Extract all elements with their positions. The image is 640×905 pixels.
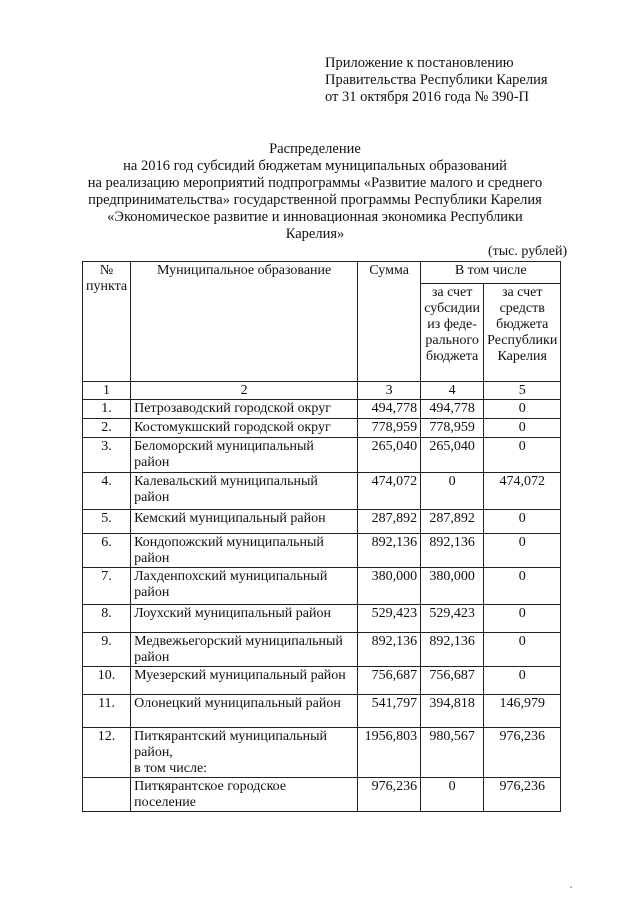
municipality-line: в том числе: xyxy=(134,761,208,776)
table-row xyxy=(83,778,561,812)
municipality-line: Олонецкий муниципальный район xyxy=(134,696,341,711)
header-regional xyxy=(484,284,561,382)
municipality-line: район xyxy=(134,455,170,470)
row-sum: 541,797 xyxy=(358,695,421,728)
document-title xyxy=(60,141,570,243)
header-federal xyxy=(421,284,484,382)
row-number: 12. xyxy=(83,728,131,778)
header-federal-line-1: за счет xyxy=(431,285,473,300)
row-number: 9. xyxy=(83,633,131,667)
table-row xyxy=(83,438,561,473)
row-municipality xyxy=(131,695,358,728)
municipality-line: Беломорский муниципальный xyxy=(134,439,314,454)
row-regional: 146,979 xyxy=(484,695,561,728)
index-cell: 3 xyxy=(358,382,421,400)
row-federal: 529,423 xyxy=(421,605,484,633)
row-number: 3. xyxy=(83,438,131,473)
row-number: 6. xyxy=(83,534,131,568)
index-cell: 4 xyxy=(421,382,484,400)
appendix-line-3: от 31 октября 2016 года № 390-П xyxy=(325,89,529,105)
row-municipality xyxy=(131,568,358,605)
row-number: 2. xyxy=(83,419,131,438)
scan-speck xyxy=(570,886,572,888)
header-regional-line-3: бюджета xyxy=(496,317,549,332)
row-federal: 892,136 xyxy=(421,633,484,667)
row-sum: 1956,803 xyxy=(358,728,421,778)
header-regional-line-1: за счет xyxy=(501,285,543,300)
row-number: 11. xyxy=(83,695,131,728)
title-line-6: Карелия» xyxy=(285,226,345,242)
table-row xyxy=(83,534,561,568)
municipality-line: Питкярантское городское xyxy=(134,779,287,794)
row-number: 10. xyxy=(83,667,131,695)
row-sum: 380,000 xyxy=(358,568,421,605)
row-regional: 0 xyxy=(484,633,561,667)
distribution-table xyxy=(82,261,561,812)
row-federal: 394,818 xyxy=(421,695,484,728)
header-regional-line-2: средств xyxy=(499,301,545,316)
row-regional: 976,236 xyxy=(484,728,561,778)
table-row xyxy=(83,400,561,419)
table-row xyxy=(83,695,561,728)
title-line-2: на 2016 год субсидий бюджетам муниципальных образований xyxy=(123,158,507,174)
row-municipality xyxy=(131,473,358,510)
row-number: 7. xyxy=(83,568,131,605)
row-municipality xyxy=(131,534,358,568)
municipality-line: район xyxy=(134,551,170,566)
row-federal: 494,778 xyxy=(421,400,484,419)
row-regional: 976,236 xyxy=(484,778,561,812)
table-row xyxy=(83,728,561,778)
municipality-line: поселение xyxy=(134,795,196,810)
row-federal: 380,000 xyxy=(421,568,484,605)
row-regional: 0 xyxy=(484,419,561,438)
index-cell: 5 xyxy=(484,382,561,400)
row-sum: 494,778 xyxy=(358,400,421,419)
row-municipality xyxy=(131,778,358,812)
row-federal: 287,892 xyxy=(421,510,484,534)
header-municipality: Муниципальное образование xyxy=(131,262,358,382)
units-label: (тыс. рублей) xyxy=(488,244,568,259)
table-row xyxy=(83,605,561,633)
row-sum: 265,040 xyxy=(358,438,421,473)
row-regional: 0 xyxy=(484,568,561,605)
row-number: 8. xyxy=(83,605,131,633)
row-regional: 0 xyxy=(484,510,561,534)
row-federal: 892,136 xyxy=(421,534,484,568)
index-cell: 2 xyxy=(131,382,358,400)
row-sum: 892,136 xyxy=(358,633,421,667)
row-number: 1. xyxy=(83,400,131,419)
header-number xyxy=(83,262,131,382)
row-federal: 980,567 xyxy=(421,728,484,778)
row-number: 4. xyxy=(83,473,131,510)
title-line-1: Распределение xyxy=(269,141,361,157)
municipality-line: район xyxy=(134,650,170,665)
table-row xyxy=(83,510,561,534)
row-sum: 529,423 xyxy=(358,605,421,633)
appendix-header xyxy=(325,55,548,106)
municipality-line: Костомукшский городской округ xyxy=(134,420,331,435)
title-line-4: предпринимательства» государственной программы Республики Карелия xyxy=(88,192,542,208)
municipality-line: Лахденпохский муниципальный xyxy=(134,569,328,584)
index-cell: 1 xyxy=(83,382,131,400)
row-number: 5. xyxy=(83,510,131,534)
row-regional: 0 xyxy=(484,534,561,568)
row-municipality xyxy=(131,400,358,419)
row-federal: 778,959 xyxy=(421,419,484,438)
municipality-line: район, xyxy=(134,745,173,760)
row-municipality xyxy=(131,419,358,438)
municipality-line: Медвежьегорский муниципальный xyxy=(134,634,343,649)
row-regional: 0 xyxy=(484,438,561,473)
row-municipality xyxy=(131,633,358,667)
header-federal-line-4: рального xyxy=(425,333,479,348)
row-sum: 287,892 xyxy=(358,510,421,534)
row-municipality xyxy=(131,667,358,695)
municipality-line: Питкярантский муниципальный xyxy=(134,729,327,744)
row-sum: 756,687 xyxy=(358,667,421,695)
municipality-line: Лоухский муниципальный район xyxy=(134,606,331,621)
row-sum: 976,236 xyxy=(358,778,421,812)
row-regional: 0 xyxy=(484,605,561,633)
row-municipality xyxy=(131,605,358,633)
title-line-5: «Экономическое развитие и инновационная экономика Республики xyxy=(107,209,523,225)
header-regional-line-4: Республики xyxy=(487,333,558,348)
row-regional: 0 xyxy=(484,667,561,695)
row-municipality xyxy=(131,728,358,778)
appendix-line-2: Правительства Республики Карелия xyxy=(325,72,548,88)
municipality-line: район xyxy=(134,585,170,600)
row-federal: 0 xyxy=(421,473,484,510)
header-federal-line-3: из феде- xyxy=(427,317,477,332)
row-federal: 265,040 xyxy=(421,438,484,473)
header-federal-line-5: бюджета xyxy=(426,349,479,364)
municipality-line: Петрозаводский городской округ xyxy=(134,401,331,416)
appendix-line-1: Приложение к постановлению xyxy=(325,55,514,71)
row-sum: 778,959 xyxy=(358,419,421,438)
row-sum: 474,072 xyxy=(358,473,421,510)
header-number-line-1: № xyxy=(99,263,114,278)
municipality-line: Муезерский муниципальный район xyxy=(134,668,346,683)
municipality-line: Кондопожский муниципальный xyxy=(134,535,324,550)
table-row xyxy=(83,473,561,510)
municipality-line: район xyxy=(134,490,170,505)
row-federal: 0 xyxy=(421,778,484,812)
header-regional-line-5: Карелия xyxy=(497,349,547,364)
header-sum: Сумма xyxy=(358,262,421,382)
row-number xyxy=(83,778,131,812)
row-federal: 756,687 xyxy=(421,667,484,695)
table-row xyxy=(83,419,561,438)
row-sum: 892,136 xyxy=(358,534,421,568)
row-municipality xyxy=(131,510,358,534)
row-municipality xyxy=(131,438,358,473)
header-including: В том числе xyxy=(421,262,561,284)
municipality-line: Кемский муниципальный район xyxy=(134,511,326,526)
municipality-line: Калевальский муниципальный xyxy=(134,474,318,489)
column-index-row xyxy=(83,382,561,400)
header-number-line-2: пункта xyxy=(86,279,128,294)
table-row xyxy=(83,568,561,605)
header-federal-line-2: субсидии xyxy=(424,301,480,316)
title-line-3: на реализацию мероприятий подпрограммы «Развитие малого и среднего xyxy=(87,175,543,191)
table-row xyxy=(83,633,561,667)
table-row xyxy=(83,667,561,695)
row-regional: 474,072 xyxy=(484,473,561,510)
row-regional: 0 xyxy=(484,400,561,419)
